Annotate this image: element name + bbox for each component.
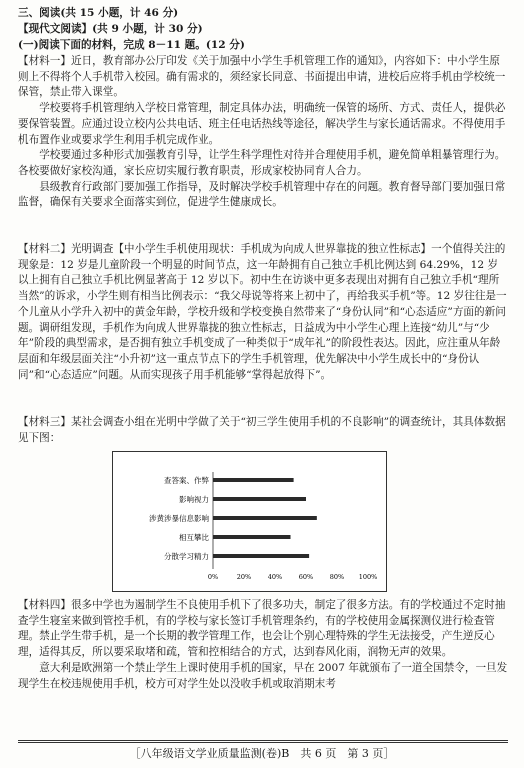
- material-one-para1: 【材料一】近日，教育部办公厅印发《关于加强中小学生手机管理工作的通知》，内容如下：中小学生原则上不得将个人手机带入校园。确有需求的，须经家长同意、书面提出申请，进校后应将手机由学校统一保管，禁止带入课堂。: [18, 55, 506, 99]
- category-label: 相互攀比: [179, 533, 209, 542]
- bar: [213, 535, 291, 539]
- material-two: [18, 242, 508, 383]
- material-two-text: 【材料二】光明调查【中小学生手机使用现状：手机成为向成人世界靠拢的独立性标志】一个值得关注的现象是：12 岁是儿童阶段一个明显的时间节点，这一年龄拥有自己独立手机比例达到 64.29%，12 岁以上拥有自己独立手机比例显著高于 12 岁以下。初中生在访谈中更多表现出对拥有自己独立手机“理所当然”的诉求，小学生则有相当比例表示：“我父母说等将来上初中了，再给我买手机”等。12 岁往往是一个儿童从小学升入初中的黄金年龄，学校升级和学校变换自然带来了“身份认同”和“心态适应”方面的新问题。调研组发现，手机作为向成人世界靠拢的独立性标志，日益成为中小学生心理上连接“幼儿”与“少年”阶段的典型需求，是否拥有独立手机变成了一种类似于“成年礼”的阶段性表达。因此，应注重从年龄层面和年级层面关注“小升初”这一重点节点下的学生手机管理，优先解决中小学生成长中的“身份认同”和“心态适应”问题。从而实现孩子用手机能够“掌得起放得下”。: [18, 243, 507, 381]
- bar-chart-svg: [113, 452, 386, 591]
- bar: [213, 516, 317, 520]
- bar-chart: [112, 451, 387, 592]
- x-tick-label: 40%: [267, 573, 283, 581]
- section-title: 三、阅读(共 15 小题，计 46 分): [18, 7, 179, 19]
- sub-section-header: (一)阅读下面的材料，完成 8－11 题。(12 分): [18, 39, 245, 51]
- bar: [213, 554, 309, 558]
- x-tick-label: 20%: [236, 573, 252, 581]
- material-three-text: 【材料三】某社会调查小组在光明中学做了关于“初三学生使用手机的不良影响”的调查统计，其具体数据见下图：: [18, 416, 506, 444]
- category-label: 分散学习精力: [164, 552, 209, 561]
- category-label: 涉黄涉暴信息影响: [149, 514, 209, 523]
- x-tick-label: 60%: [298, 573, 314, 581]
- modern-reading-header: 【现代文阅读】(共 9 小题，计 30 分): [18, 23, 203, 35]
- footer-rule: [18, 740, 508, 741]
- material-one-para4: 县级教育行政部门要加强工作指导，及时解决学校手机管理中存在的问题。教育督导部门要加强日常监督，确保有关要求全面落实到位，促进学生健康成长。: [18, 180, 506, 209]
- bar: [213, 497, 306, 501]
- material-four-para1: 【材料四】很多中学也为遏制学生不良使用手机下了很多功夫，制定了很多方法。有的学校通过不定时抽查学生寝室来做到管控手机，有的学校与家长签订手机管理条约，有的学校使用金属探测仪进行检查管理。禁止学生带手机，是一个长期的教学管理工作，也会让个别心理特殊的学生无法接受，产生逆反心理，适得其反，所以要采取堵和疏，管和控相结合的方式，达到春风化雨，润物无声的效果。: [18, 599, 506, 659]
- material-four: [18, 598, 508, 692]
- material-one-para2: 学校要将手机管理纳入学校日常管理，制定具体办法，明确统一保管的场所、方式、责任人，提供必要保管装置。应通过设立校内公共电话、班主任电话热线等途径，解决学生与家长通话需求。不得使用手机布置作业或要求学生利用手机完成作业。: [18, 102, 506, 146]
- x-tick-label: 0%: [207, 573, 219, 581]
- material-three: [18, 415, 508, 446]
- category-label: 查答案、作弊: [164, 476, 209, 485]
- footer-rule-2: [18, 742, 508, 743]
- material-four-para2: 意大利是欧洲第一个禁止学生上课时使用手机的国家，早在 2007 年就颁布了一道全国禁令，一旦发现学生在校违规使用手机，校方可对学生处以没收手机或取消期末考: [18, 661, 508, 690]
- bar: [213, 478, 294, 482]
- material-one-para3: 学校要通过多种形式加强教育引导，让学生科学理性对待并合理使用手机，避免简单粗暴管理行为。各校要做好家校沟通，家长应切实履行教育职责，形成家校协同育人合力。: [18, 149, 506, 177]
- category-label: 影响视力: [179, 495, 209, 504]
- x-tick-label: 80%: [329, 573, 345, 581]
- page-footer: ［八年级语文学业质量监测(卷)B 共 6 页 第 3 页］: [129, 747, 395, 760]
- material-one: [18, 54, 508, 211]
- x-tick-label: 100%: [358, 573, 378, 581]
